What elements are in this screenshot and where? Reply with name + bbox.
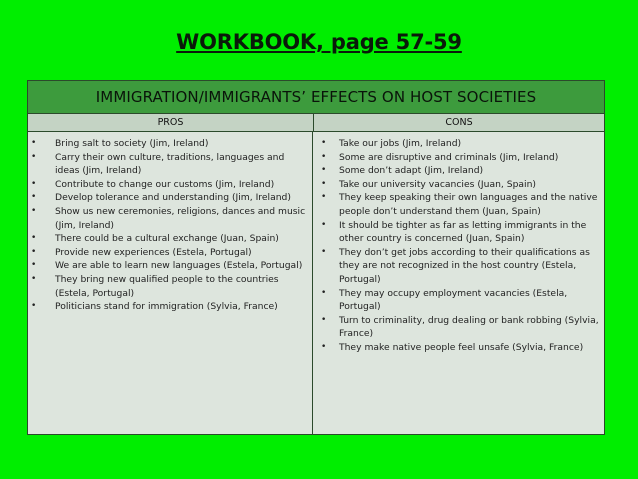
cons-item-text: They make native people feel unsafe (Sylvia, France)	[339, 341, 584, 353]
pros-item	[28, 178, 308, 192]
cons-item	[314, 137, 600, 151]
pros-item-text: There could be a cultural exchange (Juan, Spain)	[55, 233, 279, 245]
bullet-icon: •	[31, 260, 37, 271]
pros-item	[28, 246, 308, 260]
bullet-icon: •	[31, 233, 37, 244]
pros-item-text: Politicians stand for immigration (Sylvia, France)	[55, 301, 278, 313]
column-headers	[28, 114, 604, 132]
pros-item	[28, 191, 308, 205]
table-heading: IMMIGRATION/IMMIGRANTS’ EFFECTS ON HOST SOCIETIES	[28, 81, 604, 114]
cons-list	[314, 132, 604, 355]
bullet-icon: •	[321, 138, 327, 148]
pros-item-text: Contribute to change our customs (Jim, Ireland)	[55, 178, 275, 190]
cons-item	[314, 178, 600, 192]
bullet-icon: •	[31, 273, 37, 284]
table-body	[28, 132, 604, 434]
pros-item-text: Develop tolerance and understanding (Jim, Ireland)	[55, 192, 291, 204]
cons-item-text: Turn to criminality, drug dealing or bank robbing (Sylvia, France)	[339, 314, 599, 340]
pros-item	[28, 232, 308, 246]
bullet-icon: •	[31, 192, 37, 203]
pros-item	[28, 137, 308, 151]
bullet-icon: •	[321, 246, 327, 257]
cons-item-text: Some are disruptive and criminals (Jim, Ireland)	[339, 151, 559, 163]
cons-item-text: It should be tighter as far as letting immigrants in the other country is concerned (Juan, Spain)	[339, 219, 587, 245]
bullet-icon: •	[31, 301, 37, 312]
cons-item	[314, 287, 600, 314]
cons-column	[314, 132, 604, 434]
bullet-icon: •	[31, 138, 37, 148]
cons-item	[314, 151, 600, 165]
pros-item	[28, 300, 308, 314]
cons-item-text: They keep speaking their own languages and the native people don’t understand them (Juan, Spain)	[339, 192, 598, 217]
bullet-icon: •	[321, 165, 327, 176]
pros-item-text: They bring new qualified people to the countries (Estela, Portugal)	[55, 273, 279, 299]
bullet-icon: •	[321, 314, 327, 325]
bullet-icon: •	[31, 205, 37, 216]
pros-cons-table	[27, 80, 605, 435]
bullet-icon: •	[321, 219, 327, 230]
pros-item-text: Bring salt to society (Jim, Ireland)	[55, 138, 209, 149]
bullet-icon: •	[31, 178, 37, 189]
pros-header: PROS	[28, 114, 314, 131]
bullet-icon: •	[321, 192, 327, 203]
pros-item	[28, 205, 308, 232]
cons-item-text: They don’t get jobs according to their qualifications as they are not recognized in the host country (Estela, Portugal)	[339, 246, 590, 285]
cons-item	[314, 341, 600, 355]
pros-item	[28, 259, 308, 273]
pros-item-text: Provide new experiences (Estela, Portugal)	[55, 246, 252, 258]
cons-item	[314, 219, 600, 246]
bullet-icon: •	[321, 341, 327, 352]
pros-list	[28, 132, 312, 314]
cons-item	[314, 191, 600, 218]
cons-item	[314, 246, 600, 287]
bullet-icon: •	[31, 151, 37, 162]
pros-item	[28, 151, 308, 178]
cons-item-text: Take our jobs (Jim, Ireland)	[339, 138, 462, 149]
pros-column	[28, 132, 313, 434]
pros-item-text: Carry their own culture, traditions, languages and ideas (Jim, Ireland)	[55, 151, 285, 177]
pros-item	[28, 273, 308, 300]
cons-item	[314, 164, 600, 178]
bullet-icon: •	[321, 151, 327, 162]
bullet-icon: •	[31, 246, 37, 257]
pros-item-text: We are able to learn new languages (Estela, Portugal)	[55, 260, 303, 272]
pros-item-text: Show us new ceremonies, religions, dances and music (Jim, Ireland)	[55, 205, 306, 231]
cons-header: CONS	[445, 117, 473, 128]
cons-item-text: Some don’t adapt (Jim, Ireland)	[339, 165, 484, 177]
bullet-icon: •	[321, 287, 327, 298]
cons-item-text: They may occupy employment vacancies (Estela, Portugal)	[339, 287, 568, 313]
cons-item-text: Take our university vacancies (Juan, Spain)	[339, 178, 536, 190]
cons-item	[314, 314, 600, 341]
bullet-icon: •	[321, 178, 327, 189]
page-title: WORKBOOK, page 57-59	[176, 30, 462, 54]
